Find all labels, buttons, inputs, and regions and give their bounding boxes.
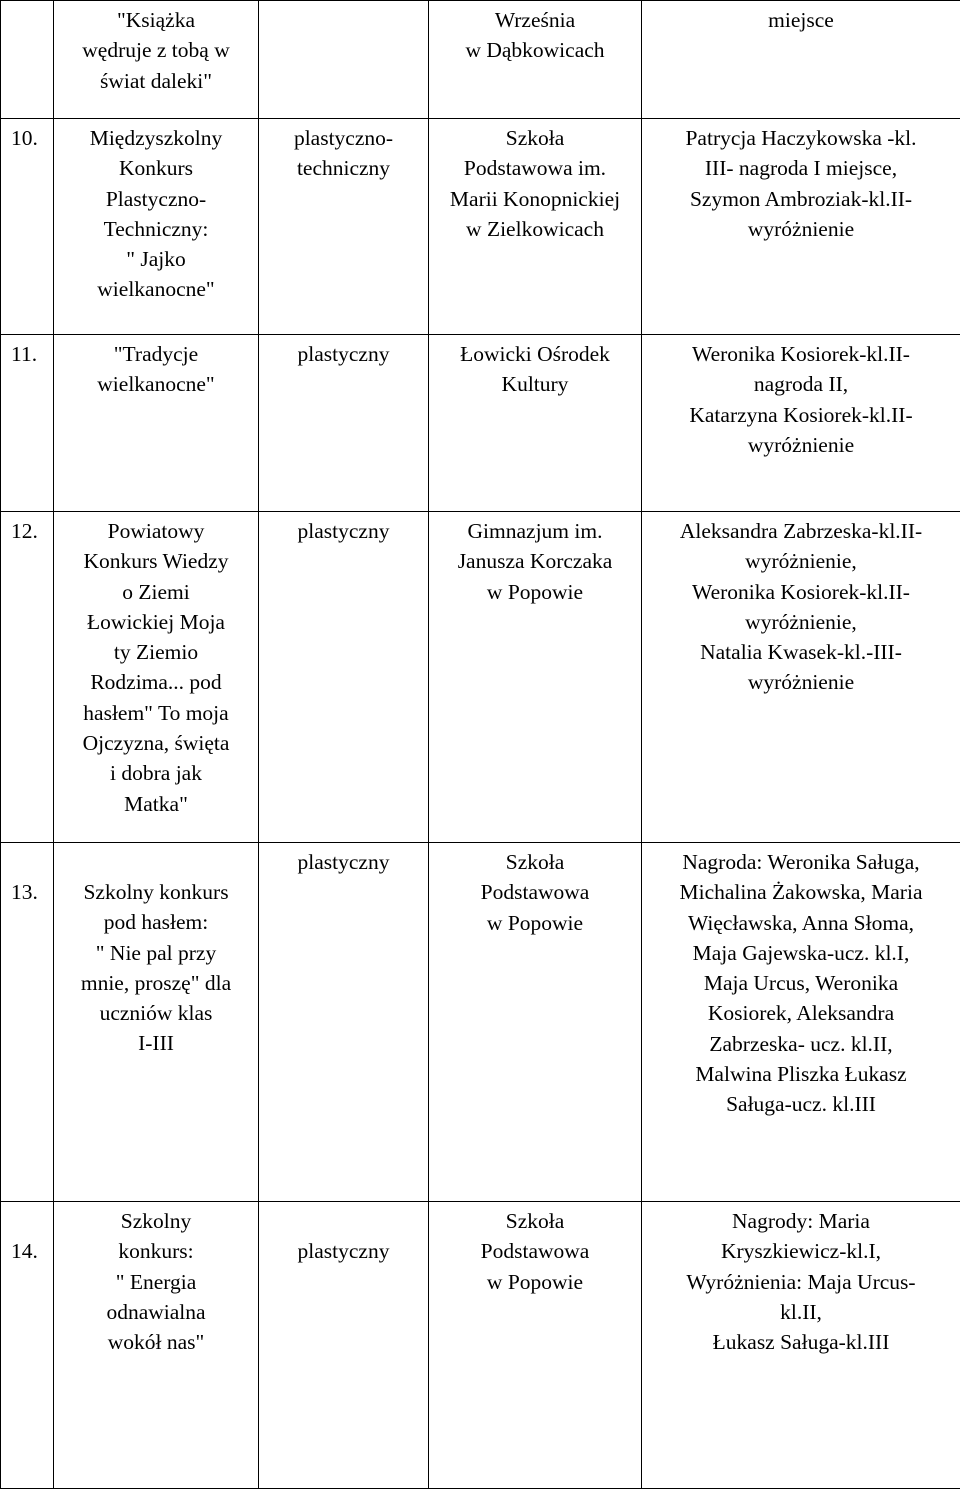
results-line: Zabrzeska- ucz. kl.II, [646, 1029, 956, 1059]
row-number: 14. [1, 1202, 54, 1489]
competition-name-line: wokół nas" [58, 1327, 254, 1357]
competition-name [54, 1, 259, 119]
organizer [429, 1, 642, 119]
competition-name-line: wielkanocne" [58, 369, 254, 399]
results-line: wyróżnienie, [646, 546, 956, 576]
competition-kind-line: plastyczno- [263, 123, 424, 153]
organizer [429, 119, 642, 335]
competition-name-line: mnie, proszę" dla [58, 968, 254, 998]
competition-kind [259, 335, 429, 512]
row-number [1, 1, 54, 119]
competition-name-line: Techniczny: [58, 214, 254, 244]
competition-name-line: Konkurs [58, 153, 254, 183]
organizer-line: w Dąbkowicach [433, 35, 637, 65]
table-row [1, 119, 960, 335]
competition-name [54, 335, 259, 512]
organizer [429, 512, 642, 843]
results-line: Michalina Żakowska, Maria [646, 877, 956, 907]
row-number: 12. [1, 512, 54, 843]
competition-name-line: Szkolny [58, 1206, 254, 1236]
competition-name-line: Międzyszkolny [58, 123, 254, 153]
organizer-line: w Popowie [433, 577, 637, 607]
results-line: wyróżnienie [646, 214, 956, 244]
competition-name-line: Szkolny konkurs [58, 877, 254, 907]
row-number: 13. [1, 843, 54, 1202]
competition-name-line: Powiatowy [58, 516, 254, 546]
competition-name-line: o Ziemi [58, 577, 254, 607]
organizer-line: Podstawowa [433, 877, 637, 907]
competition-kind-line: plastyczny [263, 1236, 424, 1266]
competition-name [54, 843, 259, 1202]
results [642, 119, 960, 335]
competition-name-line: Plastyczno- [58, 184, 254, 214]
results-line: Maja Urcus, Weronika [646, 968, 956, 998]
results-line: nagroda II, [646, 369, 956, 399]
organizer-line: Łowicki Ośrodek [433, 339, 637, 369]
organizer [429, 843, 642, 1202]
competition-name-line: hasłem" To moja [58, 698, 254, 728]
results-line: Natalia Kwasek-kl.-III- [646, 637, 956, 667]
organizer-line: Janusza Korczaka [433, 546, 637, 576]
competition-kind [259, 119, 429, 335]
competition-kind-line: plastyczny [263, 847, 424, 877]
table-body [1, 1, 960, 1489]
results-line: Nagrody: Maria [646, 1206, 956, 1236]
competition-name-line: odnawialna [58, 1297, 254, 1327]
table-row [1, 512, 960, 843]
competition-kind [259, 843, 429, 1202]
table-row [1, 335, 960, 512]
competition-name-line: ty Ziemio [58, 637, 254, 667]
results-line: Kryszkiewicz-kl.I, [646, 1236, 956, 1266]
results [642, 1, 960, 119]
results [642, 843, 960, 1202]
competition-name-line: Rodzima... pod [58, 667, 254, 697]
competition-kind-line: plastyczny [263, 516, 424, 546]
competition-kind-line: techniczny [263, 153, 424, 183]
competition-name-line: Konkurs Wiedzy [58, 546, 254, 576]
competition-name-line: Łowickiej Moja [58, 607, 254, 637]
organizer-line: Szkoła [433, 123, 637, 153]
organizer-line: w Popowie [433, 1267, 637, 1297]
results [642, 512, 960, 843]
results [642, 335, 960, 512]
organizer-line: Podstawowa im. [433, 153, 637, 183]
organizer [429, 335, 642, 512]
organizer-line: Szkoła [433, 847, 637, 877]
results [642, 1202, 960, 1489]
competition-name-line: świat daleki" [58, 66, 254, 96]
competition-kind [259, 1, 429, 119]
competition-kind [259, 1202, 429, 1489]
organizer-line: Gimnazjum im. [433, 516, 637, 546]
competition-kind [259, 512, 429, 843]
results-line: III- nagroda I miejsce, [646, 153, 956, 183]
organizer-line: Września [433, 5, 637, 35]
competition-name [54, 1202, 259, 1489]
results-line: Malwina Pliszka Łukasz [646, 1059, 956, 1089]
organizer-line: Podstawowa [433, 1236, 637, 1266]
competition-name-line: Ojczyzna, święta [58, 728, 254, 758]
organizer-line: Szkoła [433, 1206, 637, 1236]
organizer [429, 1202, 642, 1489]
results-line: miejsce [646, 5, 956, 35]
results-line: Kosiorek, Aleksandra [646, 998, 956, 1028]
results-line: wyróżnienie, [646, 607, 956, 637]
competition-name [54, 512, 259, 843]
results-line: Wyróżnienia: Maja Urcus- [646, 1267, 956, 1297]
competition-name-line: "Tradycje [58, 339, 254, 369]
competition-name-line: "Książka [58, 5, 254, 35]
results-line: wyróżnienie [646, 430, 956, 460]
table-row [1, 1202, 960, 1489]
results-line: Weronika Kosiorek-kl.II- [646, 339, 956, 369]
competition-name-line: " Nie pal przy [58, 938, 254, 968]
competition-name-line: Matka" [58, 789, 254, 819]
row-number: 10. [1, 119, 54, 335]
results-line: Saługa-ucz. kl.III [646, 1089, 956, 1119]
competition-name-line: I-III [58, 1028, 254, 1058]
competition-name-line: " Energia [58, 1267, 254, 1297]
competition-kind-line: plastyczny [263, 339, 424, 369]
competition-name-line: uczniów klas [58, 998, 254, 1028]
competition-name-line: i dobra jak [58, 758, 254, 788]
competition-name-line: pod hasłem: [58, 907, 254, 937]
competition-name-line: wielkanocne" [58, 274, 254, 304]
competition-name-line: " Jajko [58, 244, 254, 274]
row-number: 11. [1, 335, 54, 512]
table-row [1, 843, 960, 1202]
organizer-line: w Zielkowicach [433, 214, 637, 244]
organizer-line: w Popowie [433, 908, 637, 938]
results-line: Łukasz Saługa-kl.III [646, 1327, 956, 1357]
results-line: Maja Gajewska-ucz. kl.I, [646, 938, 956, 968]
table-row [1, 1, 960, 119]
results-line: Weronika Kosiorek-kl.II- [646, 577, 956, 607]
results-line: Katarzyna Kosiorek-kl.II- [646, 400, 956, 430]
competition-name [54, 119, 259, 335]
organizer-line: Marii Konopnickiej [433, 184, 637, 214]
results-line: Aleksandra Zabrzeska-kl.II- [646, 516, 956, 546]
results-line: Szymon Ambroziak-kl.II- [646, 184, 956, 214]
competition-name-line: wędruje z tobą w [58, 35, 254, 65]
results-line: Nagroda: Weronika Saługa, [646, 847, 956, 877]
results-line: Patrycja Haczykowska -kl. [646, 123, 956, 153]
results-line: Więcławska, Anna Słoma, [646, 908, 956, 938]
results-line: kl.II, [646, 1297, 956, 1327]
organizer-line: Kultury [433, 369, 637, 399]
results-line: wyróżnienie [646, 667, 956, 697]
competition-name-line: konkurs: [58, 1236, 254, 1266]
